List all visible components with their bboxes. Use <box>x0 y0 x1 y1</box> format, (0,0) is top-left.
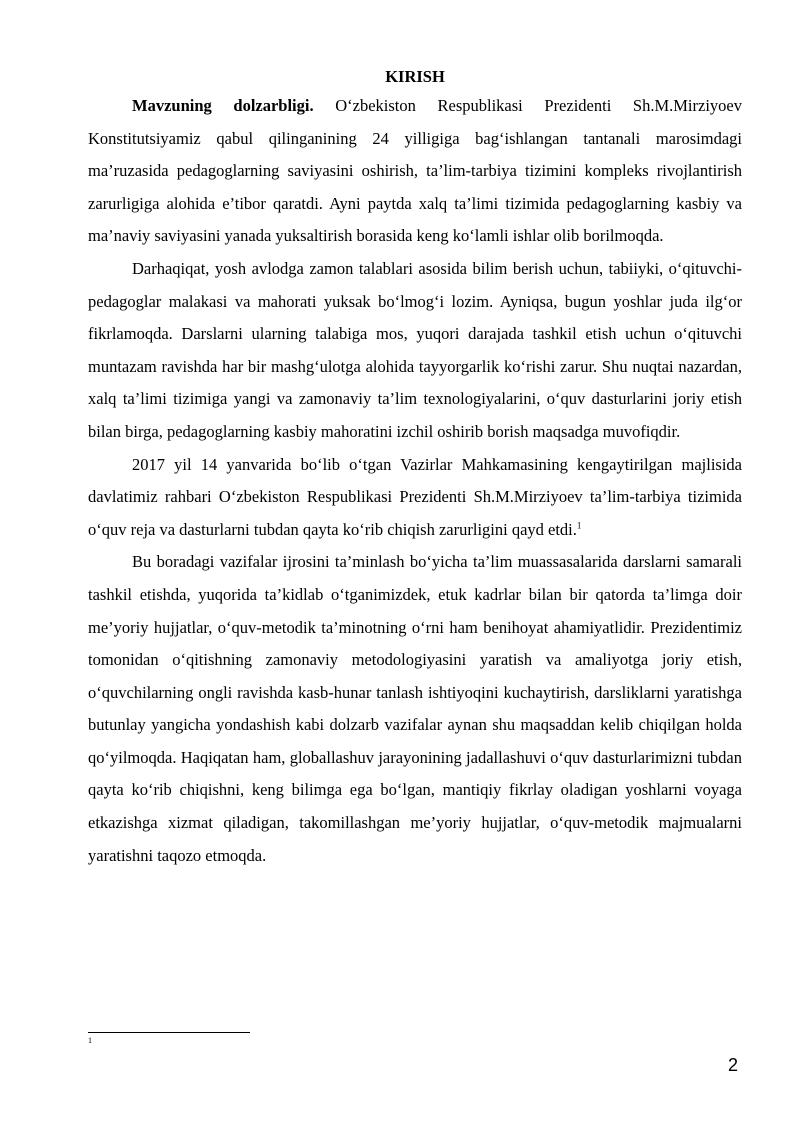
paragraph-text: 2017 yil 14 yanvarida bo‘lib o‘tgan Vazirlar Mahkamasining kengaytirilgan majlisida davlatimiz rahbari O‘zbekiston Respublikasi Prezidenti Sh.M.Mirziyoev ta’lim-tarbiya tizimida o‘quv reja va dasturlarni tubdan qayta ko‘rib chiqish zarurligini qayd etdi. <box>88 454 742 539</box>
paragraph-teachers <box>88 253 742 449</box>
footnote-marker: 1 <box>88 1036 92 1045</box>
paragraph-text: O‘zbekiston Respublikasi Prezidenti Sh.M.Mirziyoev Konstitutsiyamiz qabul qilinganining 24 yilligiga bag‘ishlangan tantanali marosimdagi ma’ruzasida pedagoglarning saviyasini oshirish, ta’lim-tarbiya tizimini kompleks rivojlantirish zarurligiga alohida e’tibor qaratdi. Ayni paytda xalq ta’limi tizimida pedagoglarning kasbiy va ma’naviy saviyasini yanada yuksaltirish borasida keng ko‘lamli ishlar olib borilmoqda. <box>88 96 742 246</box>
document-body <box>88 64 742 872</box>
paragraph-relevance <box>88 90 742 253</box>
paragraph-text: Darhaqiqat, yosh avlodga zamon talablari asosida bilim berish uchun, tabiiyki, o‘qituvchi-pedagoglar malakasi va mahorati yuksak bo‘lmog‘i lozim. Ayniqsa, bugun yoshlar juda ilg‘or fikrlamoqda. Darslarni ularning talabiga mos, yuqori darajada tashkil etish uchun o‘qituvchi muntazam ravishda har bir mashg‘ulotga alohida tayyorgarlik ko‘rishi zarur. Shu nuqtai nazardan, xalq ta’limi tizimiga yangi va zamonaviy ta’lim texnologiyalarini, o‘quv dasturlarini joriy etish bilan birga, pedagoglarning kasbiy mahoratini izchil oshirib borish maqsadga muvofiqdir. <box>88 258 742 441</box>
section-heading: KIRISH <box>385 67 445 86</box>
page-number: 2 <box>728 1055 739 1075</box>
footnote-separator <box>88 1032 250 1033</box>
paragraph-cabinet-meeting <box>88 449 742 547</box>
paragraph-lead: Mavzuning dolzarbligi. <box>132 96 314 115</box>
paragraph-tasks <box>88 546 742 872</box>
footnote-reference[interactable]: 1 <box>576 520 582 531</box>
paragraph-text: Bu boradagi vazifalar ijrosini ta’minlash bo‘yicha ta’lim muassasalarida darslarni samarali tashkil etishda, yuqorida ta’kidlab o‘tganimizdek, etuk kadrlar bilan bir qatorda ta’limga doir me’yoriy hujjatlar, o‘quv-metodik ta’minotning o‘rni ham benihoyat ahamiyatlidir. Prezidentimiz tomonidan o‘qitishning zamonaviy metodologiyasini yaratish va amaliyotga joriy etish, o‘quvchilarning ongli ravishda kasb-hunar tanlash ishtiyoqini kuchaytirish, darsliklarni yaratishga butunlay yangicha yondashish kabi dolzarb vazifalar aynan shu maqsaddan kelib chiqilgan holda qo‘yilmoqda. Haqiqatan ham, globallashuv jarayonining jadallashuvi o‘quv dasturlarimizni tubdan qayta ko‘rib chiqishni, keng bilimga ega bo‘lgan, mantiqiy fikrlay oladigan yoshlarni voyaga etkazishga xizmat qiladigan, takomillashgan me’yoriy hujjatlar, o‘quv-metodik majmualarni yaratishni taqozo etmoqda. <box>88 552 742 865</box>
